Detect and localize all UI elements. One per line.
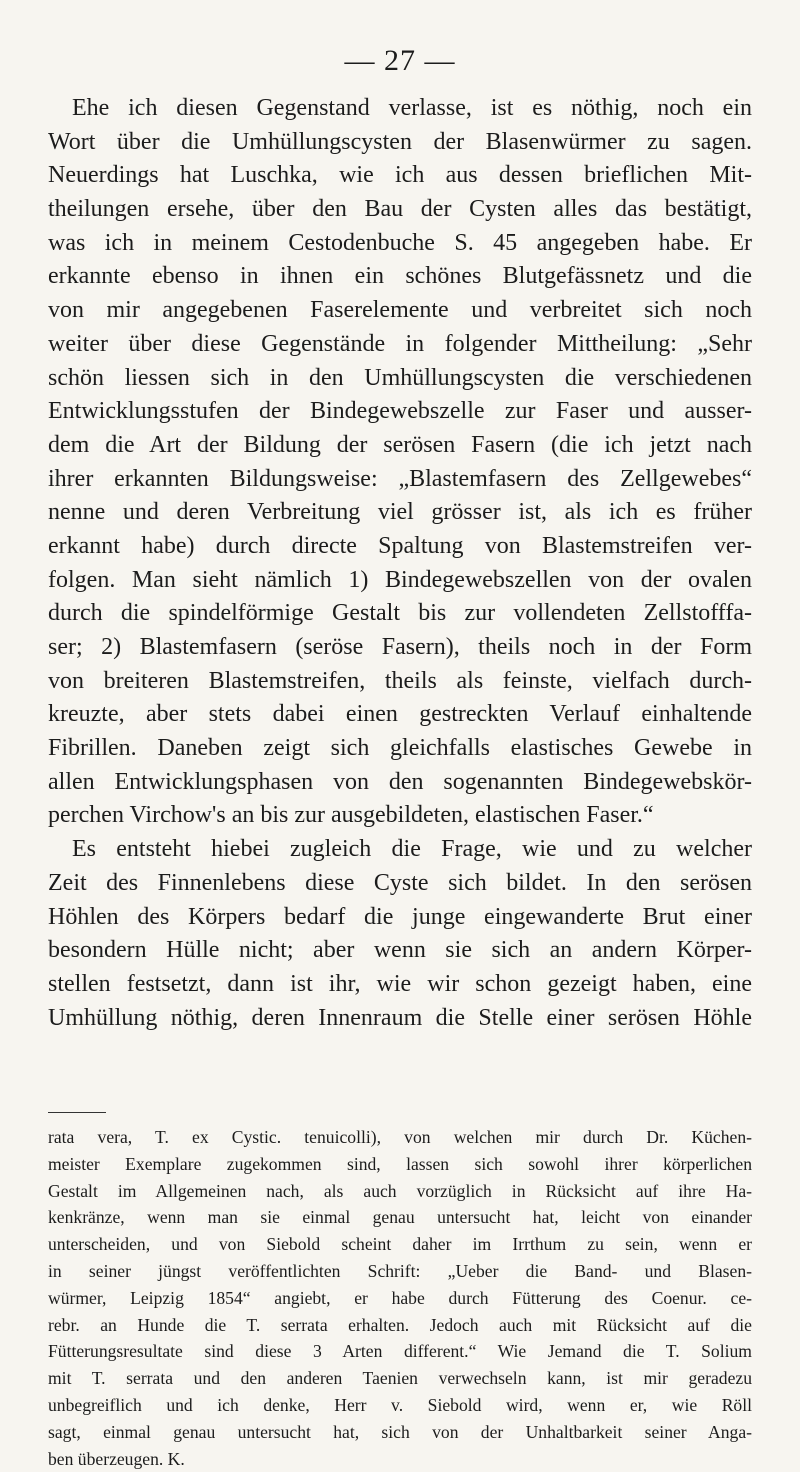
footnote-line: ben überzeugen. K. [48, 1448, 185, 1469]
footnote-separator [48, 1112, 106, 1113]
footnote-line: kenkränze, wenn man sie einmal genau untersucht hat, leicht von einander [48, 1207, 752, 1228]
text-line: erkannte ebenso in ihnen ein schönes Blutgefässnetz und die [48, 263, 752, 290]
footnote-line: unterscheiden, und von Siebold scheint daher im Irrthum zu sein, wenn er [48, 1234, 752, 1255]
page-number: — 27 — [344, 44, 456, 77]
text-line: Ehe ich diesen Gegenstand verlasse, ist es nöthig, noch ein [72, 95, 752, 121]
text-line: Umhüllung nöthig, deren Innenraum die Stelle einer serösen Höhle [48, 1004, 752, 1031]
text-line: ser; 2) Blastemfasern (seröse Fasern), theils noch in der Form [48, 634, 752, 660]
text-line: besondern Hülle nicht; aber wenn sie sich an andern Körper- [48, 937, 752, 964]
text-line: schön liessen sich in den Umhüllungscysten die verschiedenen [48, 364, 752, 391]
text-line: kreuzte, aber stets dabei einen gestreckten Verlauf einhaltende [48, 701, 752, 728]
footnote-line: rebr. an Hunde die T. serrata erhalten. Jedoch auch mit Rücksicht auf die [48, 1314, 752, 1335]
body-text [48, 92, 752, 1035]
text-line: nenne und deren Verbreitung viel grösser ist, als ich es früher [48, 499, 752, 526]
text-line: von breiteren Blastemstreifen, theils als feinste, vielfach durch- [48, 667, 752, 694]
footnote-line: unbegreiflich und ich denke, Herr v. Siebold wird, wenn er, wie Röll [48, 1394, 752, 1415]
text-line: erkannt habe) durch directe Spaltung von Blastemstreifen ver- [48, 532, 752, 559]
footnote [48, 1124, 752, 1472]
text-line: durch die spindelförmige Gestalt bis zur vollendeten Zellstofffa- [48, 600, 752, 627]
text-line: Entwicklungsstufen der Bindegewebszelle zur Faser und ausser- [48, 398, 752, 425]
text-line: Fibrillen. Daneben zeigt sich gleichfalls elastisches Gewebe in [48, 735, 752, 762]
footnote-line: würmer, Leipzig 1854“ angiebt, er habe durch Fütterung des Coenur. ce- [48, 1287, 752, 1308]
text-line: perchen Virchow's an bis zur ausgebildeten, elastischen Faser.“ [48, 802, 654, 829]
footnote-line: meister Exemplare zugekommen sind, lassen sich sowohl ihrer körperlichen [48, 1153, 752, 1174]
text-line: ihrer erkannten Bildungsweise: „Blastemfasern des Zellgewebes“ [48, 465, 752, 492]
text-line: Es entsteht hiebei zugleich die Frage, wie und zu welcher [72, 836, 752, 863]
text-line: dem die Art der Bildung der serösen Fasern (die ich jetzt nach [48, 431, 752, 458]
text-line: von mir angegebenen Faserelemente und verbreitet sich noch [48, 297, 752, 324]
text-line: allen Entwicklungsphasen von den sogenannten Bindegewebskör- [48, 768, 752, 795]
text-line: Höhlen des Körpers bedarf die junge eingewanderte Brut einer [48, 903, 752, 930]
text-line: Wort über die Umhüllungscysten der Blasenwürmer zu sagen. [48, 128, 752, 155]
text-line: Neuerdings hat Luschka, wie ich aus dessen brieflichen Mit- [48, 162, 752, 189]
text-line: theilungen ersehe, über den Bau der Cysten alles das bestätigt, [48, 196, 752, 223]
text-line: stellen festsetzt, dann ist ihr, wie wir schon gezeigt haben, eine [48, 970, 752, 997]
footnote-line: rata vera, T. ex Cystic. tenuicolli), von welchen mir durch Dr. Küchen- [48, 1127, 752, 1147]
text-line: weiter über diese Gegenstände in folgender Mittheilung: „Sehr [48, 330, 752, 357]
text-line: was ich in meinem Cestodenbuche S. 45 angegeben habe. Er [48, 229, 752, 256]
footnote-line: Fütterungsresultate sind diese 3 Arten different.“ Wie Jemand die T. Solium [48, 1341, 752, 1362]
footnote-line: Gestalt im Allgemeinen nach, als auch vorzüglich in Rücksicht auf ihre Ha- [48, 1180, 752, 1201]
text-line: folgen. Man sieht nämlich 1) Bindegewebszellen von der ovalen [48, 566, 752, 593]
footnote-line: mit T. serrata und den anderen Taenien verwechseln kann, ist mir geradezu [48, 1368, 752, 1389]
footnote-line: in seiner jüngst veröffentlichten Schrift: „Ueber die Band- und Blasen- [48, 1260, 752, 1281]
footnote-line: sagt, einmal genau untersucht hat, sich von der Unhaltbarkeit seiner Anga- [48, 1421, 752, 1442]
text-line: Zeit des Finnenlebens diese Cyste sich bildet. In den serösen [48, 869, 752, 896]
